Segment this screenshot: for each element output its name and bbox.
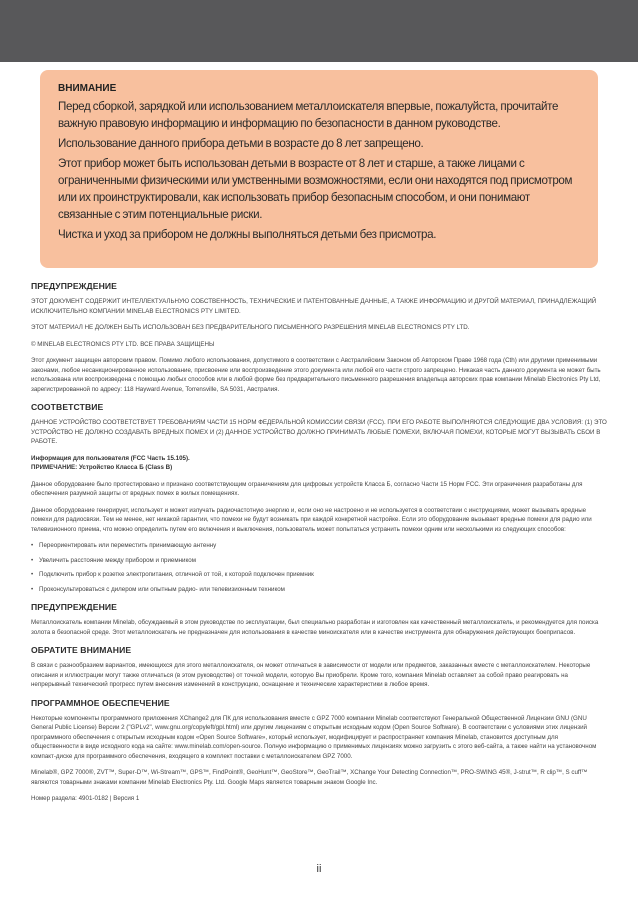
remedy-list	[31, 541, 607, 594]
section-title: ПРЕДУПРЕЖДЕНИЕ	[31, 602, 117, 612]
warning-paragraph: Чистка и уход за прибором не должны выполняться детьми без присмотра.	[58, 228, 437, 241]
part-number: Номер раздела: 4901-0182 | Версия 1	[31, 795, 140, 802]
header-bar	[0, 0, 638, 62]
paragraph: ЭТОТ МАТЕРИАЛ НЕ ДОЛЖЕН БЫТЬ ИСПОЛЬЗОВАН БЕЗ ПРЕДВАРИТЕЛЬНОГО ПИСЬМЕННОГО РАЗРЕШЕНИЯ MINELAB ELECTRONICS PTY LTD.	[31, 324, 470, 331]
paragraph: ДАННОЕ УСТРОЙСТВО СООТВЕТСТВУЕТ ТРЕБОВАНИЯМ ЧАСТИ 15 НОРМ ФЕДЕРАЛЬНОЙ КОМИССИИ СВЯЗИ (FCC). ПРИ ЕГО РАБОТЕ ВЫПОЛНЯЮТСЯ СЛЕДУЮЩИЕ ДВА УСЛОВИЯ: (1) ЭТО УСТРОЙСТВО НЕ ДОЛЖНО СОЗДАВАТЬ ВРЕДНЫХ ПОМЕХ И (2) ДАННОЕ УСТРОЙСТВО ДОЛЖНО ПРИНИМАТЬ ЛЮБЫЕ ПОМЕХИ, ВКЛЮЧАЯ ПОМЕХИ, КОТОРЫЕ МОГУТ ВЫЗЫВАТЬ СБОИ В РАБОТЕ.	[31, 419, 607, 445]
trademarks-paragraph: Minelab®, GPZ 7000®, ZVT™, Super-D™, Wi-Stream™, GPS™, FindPoint®, GeoHunt™, GeoStore™, GeoTrail™, XChange Your Detecting Connection™, PRO-SWING 45®, J-strut™, R clip™, S cuff™ являются товарными знаками компании Minelab Electronics Pty. Ltd. Google Maps является товарным знаком Google Inc.	[31, 769, 588, 786]
compliance-section	[31, 402, 607, 594]
warning-paragraph: Перед сборкой, зарядкой или использованием металлоискателя впервые, пожалуйста, прочитайте важную правовую информацию и информацию по безопасности в данном руководстве.	[58, 100, 559, 130]
class-b-note: ПРИМЕЧАНИЕ: Устройство Класса Б (Class B)	[31, 464, 173, 471]
warning-title: ВНИМАНИЕ	[58, 83, 117, 94]
section-title: ПРОГРАММНОЕ ОБЕСПЕЧЕНИЕ	[31, 697, 170, 708]
paragraph: © MINELAB ELECTRONICS PTY LTD. ВСЕ ПРАВА ЗАЩИЩЕНЫ	[31, 340, 215, 348]
notice-section	[31, 281, 607, 394]
list-item: • Увеличить расстояние между прибором и приемником	[31, 556, 607, 566]
paragraph: Металлоискатель компании Minelab, обсуждаемый в этом руководстве по эксплуатации, был специально разработан и изготовлен как качественный металлоискатель, и рекомендуется для поиска золота в безопасной среде. Этот металлоискатель не предназначен для использования в качестве миноискателя или в качестве инструмента для обнаружения действующих боеприпасов.	[31, 619, 599, 636]
paragraph: Некоторые компоненты программного приложения XChange2 для ПК для использования вместе с GPZ 7000 компании Minelab соответствуют Генеральной Общественной Лицензии GNU (GNU General Public License) Версии 2 ("GPLv2", www.gnu.org/copyleft/gpl.html) или другим лицензиям с открытым исходным кодом (Open Source Software). В соответствии с условиями этих лицензий программного обеспечения с открытым исходным кодом «Open Source Software», который использует, модифицирует и распространяет компания Minelab, становится доступным для общественности в виде исходного кода на сайте: www.minelab.com/open-source. Полную информацию о применимых лицензиях можно загрузить с этого веб-сайта, а также найти на установочном компакт-диске для программного обеспечения, входящего в комплект поставки с металлоискателем GPZ 7000.	[31, 714, 597, 760]
section-title: ОБРАТИТЕ ВНИМАНИЕ	[31, 645, 132, 655]
section-title: ПРЕДУПРЕЖДЕНИЕ	[31, 281, 117, 291]
software-section	[31, 698, 607, 804]
user-info-note	[31, 454, 607, 473]
user-info-line: Информация для пользователя (FCC Часть 15.105).	[31, 454, 190, 462]
paragraph: Этот документ защищен авторским правом. Помимо любого использования, допустимого в соответствии с Австралийским Законом об Авторском Праве 1968 года (Cth) или другими применимыми законами, любое несанкционированное использование, присвоение или воспроизведение этого документа или любой его части строго запрещено. Никакая часть данного документа не может быть использована или воспроизведена с помощью любых способов или в любой форме без предварительного письменного разрешения владельца авторских прав компании Minelab Electronics Pty Ltd, зарегистрированной по адресу: 118 Hayward Avenue, Torrensville, SA 5031, Австралия.	[31, 357, 601, 393]
list-item: • Переориентировать или переместить принимающую антенну	[31, 541, 607, 551]
warning-paragraph: Этот прибор может быть использован детьми в возрасте от 8 лет и старше, а также лицами с ограниченными физическими или умственными возможностями, если они находятся под присмотром или их проинструктировали, как использовать прибор безопасным способом, и они понимают связанные с этим потенциальные риски.	[58, 157, 573, 221]
legal-content	[31, 281, 607, 812]
warning-text	[58, 98, 580, 246]
paragraph: Данное оборудование было протестировано и признано соответствующим ограничениям для цифровых устройств Класса Б, согласно Части 15 Норм FCC. Эти ограничения разработаны для обеспечения разумной защиты от вредных помех в жилых помещениях.	[31, 480, 583, 497]
paragraph: Данное оборудование генерирует, использует и может излучать радиочастотную энергию и, если оно не настроено и не используется в соответствии с инструкциями, может вызывать вредные помехи для радиосвязи. Тем не менее, нет никакой гарантии, что помехи не будут возникать при каждой конкретной настройке. Если это оборудование вызывает вредные помехи для радио или телевизионного приема, что можно определить путем его включения и выключения, пользователь может попытаться устранить помехи одним или несколькими из следующих способов:	[31, 506, 592, 533]
warning-box	[40, 70, 598, 268]
caution-section	[31, 602, 607, 637]
paragraph: В связи с разнообразием вариантов, имеющихся для этого металлоискателя, он может отличаться в зависимости от модели или предметов, заказанных вместе с металлоискателем. Некоторые описания и иллюстрации могут также отличаться (в этом руководстве) от точной модели, которую Вы приобрели. Кроме того, компания Minelab оставляет за собой право реагировать на непрерывный технический прогресс путем внесения изменений в конструкцию, оснащение и технические характеристики в любое время.	[31, 662, 591, 688]
list-item: • Проконсультироваться с дилером или опытным радио- или телевизионным техником	[31, 585, 607, 595]
paragraph: ЭТОТ ДОКУМЕНТ СОДЕРЖИТ ИНТЕЛЛЕКТУАЛЬНУЮ СОБСТВЕННОСТЬ, ТЕХНИЧЕСКИЕ И ПАТЕНТОВАННЫЕ ДАННЫЕ, А ТАКЖЕ ИНФОРМАЦИЮ И ДРУГОЙ МАТЕРИАЛ, ПРИНАДЛЕЖАЩИЙ ИСКЛЮЧИТЕЛЬНО КОМПАНИИ MINELAB ELECTRONICS PTY LIMITED.	[31, 298, 597, 315]
warning-paragraph: Использование данного прибора детьми в возрасте до 8 лет запрещено.	[58, 137, 424, 150]
section-title: СООТВЕТСТВИЕ	[31, 402, 104, 412]
list-item: • Подключить прибор к розетке электропитания, отличной от той, к которой подключен приемник	[31, 570, 607, 580]
page-number: ii	[316, 863, 322, 875]
attention-section	[31, 645, 607, 690]
